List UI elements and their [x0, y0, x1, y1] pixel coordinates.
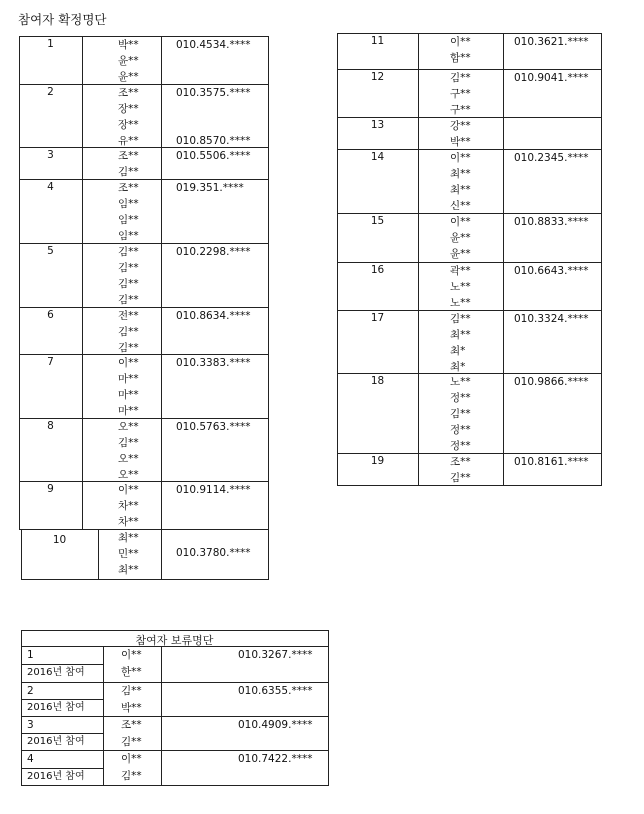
participant-names [450, 374, 471, 454]
participant-name: 최* [450, 345, 466, 357]
participant-name: 김** [118, 294, 139, 306]
participant-name: 함** [450, 52, 471, 64]
participant-name: 임** [118, 214, 139, 226]
participant-name: 박** [121, 702, 142, 714]
participation-note: 2016년 참여 [27, 702, 85, 713]
participant-name: 차** [118, 516, 139, 528]
phone-number: 010.9041.**** [514, 72, 589, 84]
participant-name: 김** [118, 166, 139, 178]
row-number: 7 [47, 356, 54, 368]
confirmed-list-title: 참여자 확정명단 [18, 12, 107, 27]
phone-cell [503, 117, 602, 150]
participant-names [450, 150, 471, 214]
participant-name: 전** [118, 310, 139, 322]
participant-name: 윤** [450, 232, 471, 244]
participant-name: 최** [118, 532, 139, 544]
participant-name: 차** [118, 500, 139, 512]
participant-name: 김** [121, 770, 142, 782]
participant-name: 유** [118, 135, 139, 147]
participant-name: 최** [450, 168, 471, 180]
participation-note: 2016년 참여 [27, 736, 85, 747]
participant-name: 박** [450, 136, 471, 148]
participant-name: 김** [118, 278, 139, 290]
phone-number: 010.8161.**** [514, 456, 589, 468]
phone-number: 010.8570.**** [176, 135, 251, 147]
participant-name: 구** [450, 104, 471, 116]
participant-name: 조** [121, 719, 142, 731]
phone-number: 010.7422.**** [238, 753, 313, 765]
participant-name: 윤** [450, 248, 471, 260]
row-number: 9 [47, 483, 54, 495]
phone-number: 010.3267.**** [238, 649, 313, 661]
participant-names [450, 311, 471, 375]
row-number: 1 [47, 38, 54, 50]
participant-name: 박** [118, 39, 139, 51]
participant-names [118, 308, 139, 356]
row-number: 19 [370, 455, 385, 467]
participant-name: 김** [118, 342, 139, 354]
participant-names [450, 70, 471, 118]
phone-number: 010.3324.**** [514, 313, 589, 325]
participant-names [450, 118, 471, 150]
participant-name: 이** [118, 484, 139, 496]
participant-names [118, 85, 139, 149]
participant-names [450, 263, 471, 311]
phone-number: 010.3383.**** [176, 357, 251, 369]
participant-names [118, 180, 139, 244]
participant-name: 김** [118, 262, 139, 274]
row-number: 10 [52, 534, 67, 546]
phone-number: 010.9114.**** [176, 484, 251, 496]
row-number: 1 [27, 649, 34, 661]
participant-name: 임** [118, 198, 139, 210]
row-number: 4 [27, 753, 34, 765]
participant-name: 노** [450, 297, 471, 309]
row-number: 5 [47, 245, 54, 257]
participant-names [118, 355, 139, 419]
row-number: 2 [27, 685, 34, 697]
participant-name: 임** [118, 230, 139, 242]
phone-number: 010.9866.**** [514, 376, 589, 388]
participant-name: 구** [450, 88, 471, 100]
participant-name: 김** [121, 685, 142, 697]
participant-name: 최** [450, 329, 471, 341]
row-number: 14 [370, 151, 385, 163]
participant-name: 이** [450, 36, 471, 48]
row-number: 13 [370, 119, 385, 131]
participant-name: 민** [118, 548, 139, 560]
participant-name: 조** [118, 150, 139, 162]
participant-names [450, 454, 471, 486]
participant-name: 장** [118, 103, 139, 115]
participant-names [118, 148, 139, 180]
participant-name: 정** [450, 440, 471, 452]
row-number: 6 [47, 309, 54, 321]
phone-number: 010.2298.**** [176, 246, 251, 258]
participant-names [118, 482, 139, 530]
participant-name: 김** [450, 472, 471, 484]
phone-number: 010.2345.**** [514, 152, 589, 164]
participant-name: 노** [450, 376, 471, 388]
phone-number: 019.351.**** [176, 182, 244, 194]
participant-name: 김** [118, 246, 139, 258]
row-number: 11 [370, 35, 385, 47]
participant-names [118, 419, 139, 483]
phone-number: 010.5763.**** [176, 421, 251, 433]
participant-name: 최** [450, 184, 471, 196]
row-number: 18 [370, 375, 385, 387]
phone-number: 010.3621.**** [514, 36, 589, 48]
participant-name: 노** [450, 281, 471, 293]
participant-name: 이** [121, 649, 142, 661]
participant-name: 장** [118, 119, 139, 131]
pending-header-cell [21, 630, 329, 647]
participant-name: 김** [118, 326, 139, 338]
participant-name: 마** [118, 373, 139, 385]
row-number: 4 [47, 181, 54, 193]
participant-name: 조** [450, 456, 471, 468]
participant-name: 최* [450, 361, 466, 373]
phone-number: 010.3780.**** [176, 547, 251, 559]
participant-name: 신** [450, 200, 471, 212]
participant-names [118, 244, 139, 308]
phone-number: 010.3575.**** [176, 87, 251, 99]
phone-number: 010.4534.**** [176, 39, 251, 51]
participant-name: 마** [118, 389, 139, 401]
row-number: 15 [370, 215, 385, 227]
participant-name: 오** [118, 469, 139, 481]
participant-name: 이** [121, 753, 142, 765]
phone-number: 010.8833.**** [514, 216, 589, 228]
participant-name: 김** [450, 408, 471, 420]
participant-name: 김** [450, 313, 471, 325]
participant-name: 최** [118, 564, 139, 576]
row-number: 16 [370, 264, 385, 276]
participant-name: 김** [121, 736, 142, 748]
phone-number: 010.6355.**** [238, 685, 313, 697]
phone-number: 010.8634.**** [176, 310, 251, 322]
participant-name: 강** [450, 120, 471, 132]
row-number: 3 [47, 149, 54, 161]
phone-number: 010.5506.**** [176, 150, 251, 162]
participant-name: 곽** [450, 265, 471, 277]
phone-number: 010.6643.**** [514, 265, 589, 277]
pending-list-title: 참여자 보류명단 [135, 634, 214, 647]
participant-names [118, 37, 139, 85]
participant-name: 김** [450, 72, 471, 84]
participant-names [118, 530, 139, 578]
participant-name: 오** [118, 421, 139, 433]
participant-name: 정** [450, 424, 471, 436]
participation-note: 2016년 참여 [27, 667, 85, 678]
participant-name: 윤** [118, 71, 139, 83]
row-number: 2 [47, 86, 54, 98]
row-number: 12 [370, 71, 385, 83]
row-number: 17 [370, 312, 385, 324]
participant-name: 조** [118, 182, 139, 194]
row-number: 8 [47, 420, 54, 432]
row-number: 3 [27, 719, 34, 731]
participant-name: 이** [450, 152, 471, 164]
participant-name: 이** [450, 216, 471, 228]
participant-name: 이** [118, 357, 139, 369]
participant-names [450, 214, 471, 262]
participant-name: 정** [450, 392, 471, 404]
participant-name: 오** [118, 453, 139, 465]
participant-name: 마** [118, 405, 139, 417]
participant-name: 조** [118, 87, 139, 99]
participant-name: 김** [118, 437, 139, 449]
participation-note: 2016년 참여 [27, 771, 85, 782]
phone-number: 010.4909.**** [238, 719, 313, 731]
participant-name: 윤** [118, 55, 139, 67]
participant-names [450, 34, 471, 66]
participant-name: 한** [121, 666, 142, 678]
